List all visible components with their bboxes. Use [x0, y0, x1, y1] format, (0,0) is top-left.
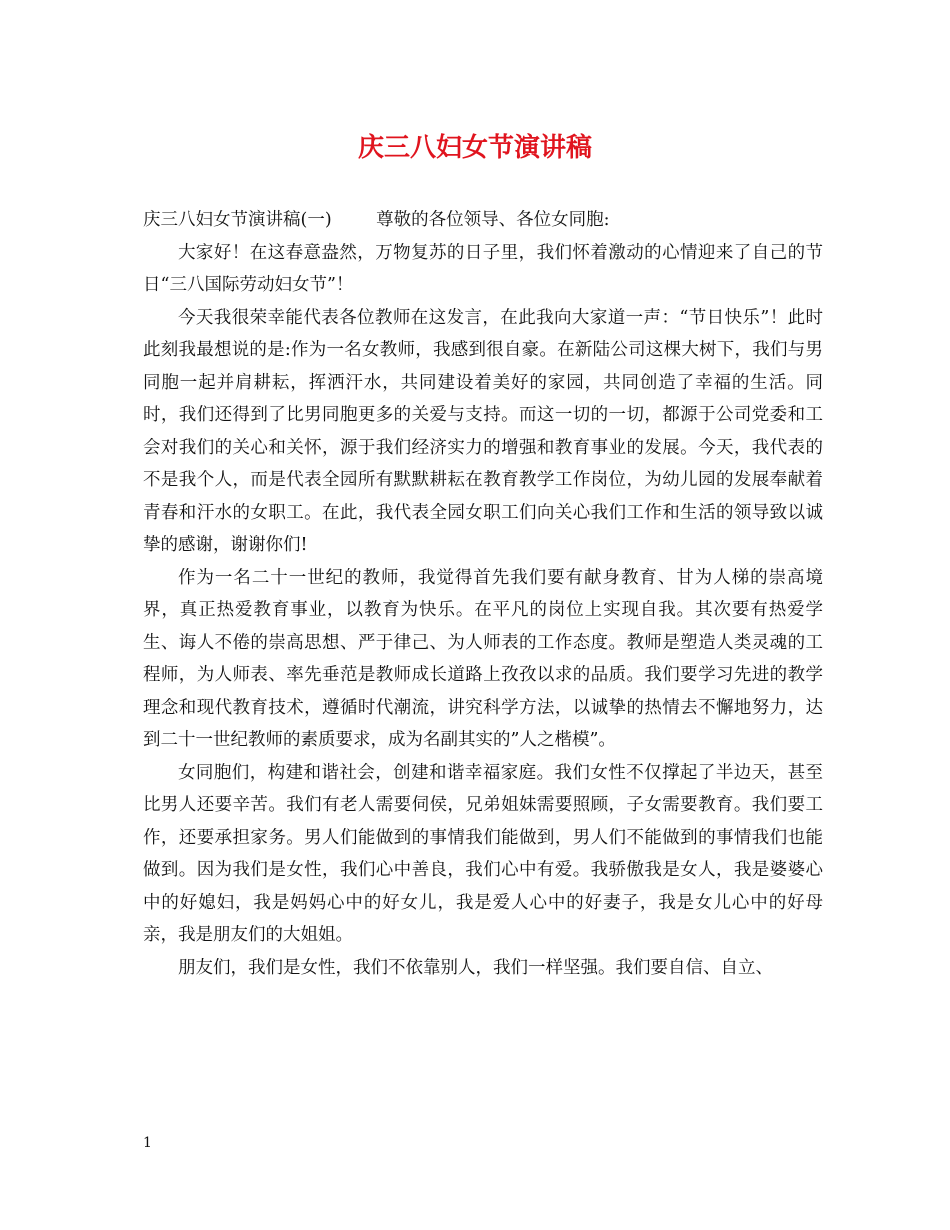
paragraph-3: 作为一名二十一世纪的教师，我觉得首先我们要有献身教育、甘为人梯的崇高境界，真正热爱教育事业，以教育为快乐。在平凡的岗位上实现自我。其次要有热爱学生、诲人不倦的崇高思想、严于律己、为人师表的工作态度。教师是塑造人类灵魂的工程师，为人师表、率先垂范是教师成长道路上孜孜以求的品质。我们要学习先进的教学理念和现代教育技术，遵循时代潮流，讲究科学方法，以诚挚的热情去不懈地努力，达到二十一世纪教师的素质要求，成为名副其实的”人之楷模”。	[143, 567, 823, 750]
paragraph-2: 今天我很荣幸能代表各位教师在这发言，在此我向大家道一声：“节日快乐”！此时此刻我最想说的是:作为一名女教师，我感到很自豪。在新陆公司这棵大树下，我们与男同胞一起并肩耕耘，挥洒汗水，共同建设着美好的家园，共同创造了幸福的生活。同时，我们还得到了比男同胞更多的关爱与支持。而这一切的一切，都源于公司党委和工会对我们的关心和关怀，源于我们经济实力的增强和教育事业的发展。今天，我代表的不是我个人，而是代表全园所有默默耕耘在教育教学工作岗位，为幼儿园的发展奉献着青春和汗水的女职工。在此，我代表全园女职工们向关心我们工作和生活的领导致以诚挚的感谢，谢谢你们!	[143, 307, 823, 555]
document-body	[143, 204, 823, 984]
intro-line	[143, 204, 823, 237]
paragraph-4: 女同胞们，构建和谐社会，创建和谐幸福家庭。我们女性不仅撑起了半边天，甚至比男人还要辛苦。我们有老人需要伺侯，兄弟姐妹需要照顾，子女需要教育。我们要工作，还要承担家务。男人们能做到的事情我们能做到，男人们不能做到的事情我们也能做到。因为我们是女性，我们心中善良，我们心中有爱。我骄傲我是女人，我是婆婆心中的好媳妇，我是妈妈心中的好女儿，我是爱人心中的好妻子，我是女儿心中的好母亲，我是朋友们的大姐姐。	[143, 762, 823, 945]
intro-salutation: 尊敬的各位领导、各位女同胞:	[376, 210, 610, 230]
paragraph-5: 朋友们，我们是女性，我们不依靠别人，我们一样坚强。我们要自信、自立、	[178, 957, 773, 978]
document-title: 庆三八妇女节演讲稿	[357, 133, 592, 163]
page-number: 1	[143, 1135, 152, 1151]
intro-heading: 庆三八妇女节演讲稿(一)	[143, 210, 332, 230]
paragraph-1: 大家好！在这春意盎然，万物复苏的日子里，我们怀着激动的心情迎来了自己的节日“三八国际劳动妇女节”！	[143, 242, 823, 295]
